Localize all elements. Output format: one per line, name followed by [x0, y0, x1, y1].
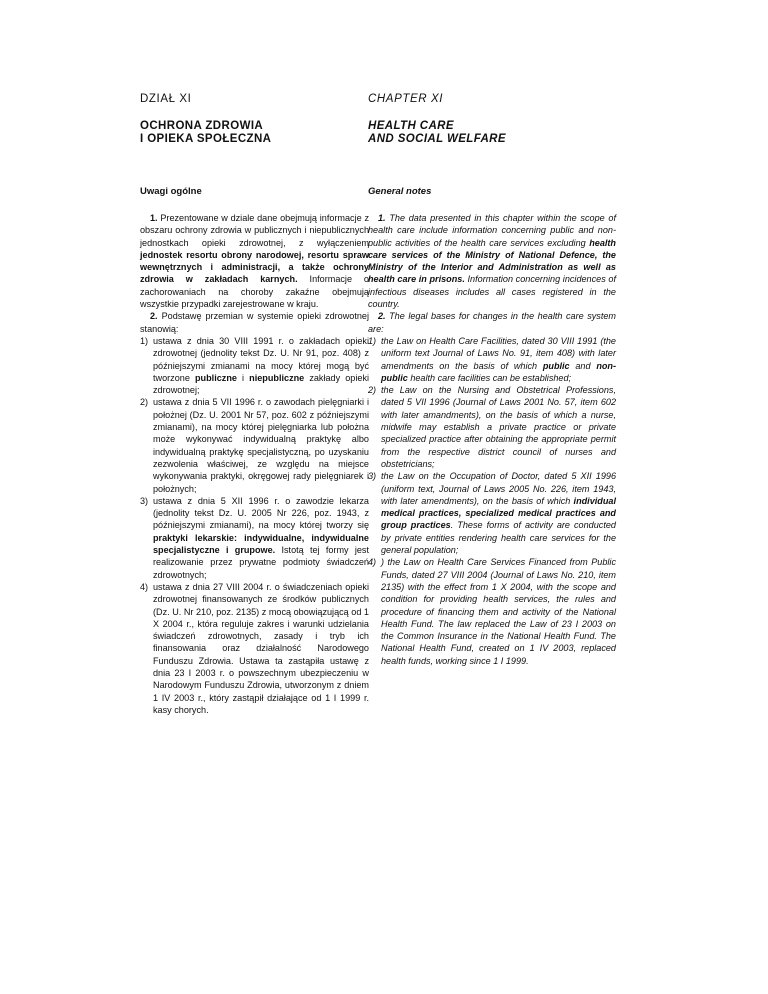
paragraph-1 — [368, 212, 616, 310]
section-body — [368, 212, 616, 667]
list-item-bold-text: non-public — [381, 360, 617, 383]
list-marker: 2) — [368, 385, 377, 396]
paragraph-number: 1. — [378, 213, 386, 223]
section-body — [140, 212, 369, 716]
paragraph-1 — [140, 212, 369, 310]
list-item-text: and — [575, 360, 591, 371]
chapter-title-line-1: HEALTH CARE — [368, 120, 454, 132]
legal-basis-list — [140, 335, 369, 716]
chapter-title — [368, 120, 616, 154]
list-marker: 2) — [140, 397, 149, 408]
list-item-text: i — [242, 372, 245, 383]
list-item-text: ustawa z dnia 5 XII 1996 r. o zawodzie lekarza (jednolity tekst Dz. U. 2005 Nr 226, poz. 1943, z późniejszymi zmianami), na mocy której tworzy się — [153, 495, 369, 531]
paragraph-number: 2. — [378, 311, 386, 322]
paragraph-text: The legal bases for changes in the health care system are: — [368, 311, 616, 334]
list-item — [140, 495, 369, 581]
list-marker: 3) — [140, 495, 149, 506]
list-item-text: health care facilities can be established; — [410, 372, 572, 383]
list-item-bold-text: individual medical practices, specialized medical practices and group practices — [381, 495, 616, 531]
list-item-text: Istotą tej formy jest realizowanie przez prywatne podmioty świadczeń zdrowotnych; — [153, 545, 369, 580]
chapter-label: CHAPTER XI — [368, 93, 444, 105]
list-item — [368, 384, 616, 470]
list-item-text: ustawa z dnia 27 VIII 2004 r. o świadczeniach opieki zdrowotnej finansowanych ze środków publicznych (Dz. U. Nr 210, poz. 2135) z mocą obowiązującą od 1 X 2004 r., która reguluje zakres i warunki udzielania świadczeń zdrowotnych, zasady i tryb ich finansowania oraz działalność Narodowego Funduszu Zdrowia. Ustawa ta zastąpiła ustawę z dnia 23 I 2003 r. o powszechnym ubezpieczeniu w Narodowym Funduszu Zdrowia, utworzonym z dniem 1 IV 2003 r., który zastąpił działające od 1 I 1999 r. kasy chorych. — [153, 581, 369, 715]
list-item-text: ) the Law on Health Care Services Financed from Public Funds, dated 27 VIII 2004 (Journal of Laws No. 210, item 2135) with the effect from 1 X 2004, with the scope and condition for providing health services, the rules and procedure of financing them and activity of the National Health Fund. The law replaced the Law of 23 I 2003 on the Common Insurance in the National Health Fund. The National Health Fund, created on 1 IV 2003, replaced health funds, working since 1 I 1999. — [381, 557, 616, 666]
list-item — [140, 581, 369, 716]
list-item — [368, 556, 616, 667]
list-item-bold-text: publiczne — [195, 372, 237, 383]
list-item-text: zakłady opieki zdrowotnej; — [153, 372, 370, 396]
list-marker: 1) — [368, 335, 377, 346]
list-item-text: ustawa z dnia 30 VIII 1991 r. o zakładach opieki zdrowotnej (jednolity tekst Dz. U. Nr 91, poz. 408) z późniejszymi zmianami na mocy której mogą być tworzone — [153, 335, 369, 383]
list-item-text: the Law on the Occupation of Doctor, dated 5 XII 1996 (uniform text, Journal of Laws 2005 No. 226, item 1943, with later amendments), on the basis of which — [381, 471, 616, 506]
polish-column — [140, 92, 370, 715]
list-item — [140, 396, 369, 494]
list-item — [368, 470, 616, 556]
paragraph-number: 1. — [150, 213, 158, 223]
list-item — [368, 335, 616, 384]
paragraph-text: Podstawę przemian w systemie opieki zdrowotnej stanowią: — [140, 311, 369, 334]
list-item-text: the Law on the Nursing and Obstetrical Professions, dated 5 VII 1996 (Journal of Laws 2001 No. 57, item 602 with later amandments), on the basis of which a nurse, midwife may establish a private practice or private specialized practice after obtaining the appropriate permit from the respective district council of nurses and obstetricians; — [381, 385, 616, 469]
paragraph-2 — [140, 310, 369, 335]
list-marker: 4) — [140, 581, 149, 592]
list-marker: 1) — [140, 335, 149, 346]
list-item-bold-text: praktyki lekarskie: indywidualne, indywidualne specjalistyczne i grupowe. — [153, 532, 369, 556]
list-item — [140, 335, 369, 396]
list-item-text: the Law on Health Care Facilities, dated 30 VIII 1991 (the uniform text Journal of Laws No. 91, item 408) with later amendments on the basis of which — [381, 335, 616, 371]
chapter-title-line-2: I OPIEKA SPOŁECZNA — [140, 133, 272, 145]
paragraph-text: Prezentowane w dziale dane obejmują informacje z obszaru ochrony zdrowia w publicznych i niepublicznych jednostkach opieki zdrowotnej, z wyłączeniem — [140, 213, 369, 248]
chapter-title-line-1: OCHRONA ZDROWIA — [140, 120, 264, 132]
chapter-label: DZIAŁ XI — [140, 93, 192, 105]
paragraph-bold-text: health care services of the Ministry of National Defence, the Ministry of the Interior and Administration as well as health care in prisons. — [368, 237, 616, 285]
chapter-title — [140, 120, 369, 154]
list-item-bold-text: niepubliczne — [249, 372, 305, 383]
list-item-text: ustawa z dnia 5 VII 1996 r. o zawodach pielęgniarki i położnej (Dz. U. 2001 Nr 57, poz. 602 z późniejszymi zmianami), na mocy której pielęgniarka lub położna może wykonywać indywidualną praktykę albo indywidualną praktykę specjalistyczną, po uzyskaniu zezwolenia właściwej, ze względu na miejsce wykonywania praktyki, okręgowej rady pielęgniarek i położnych; — [153, 397, 369, 494]
chapter-title-line-2: AND SOCIAL WELFARE — [368, 133, 506, 145]
english-column — [368, 92, 617, 666]
paragraph-text: The data presented in this chapter within the scope of health care include information concerning public and non-public activities of the health care services excluding — [368, 213, 616, 248]
section-heading: General notes — [368, 186, 432, 197]
list-item-bold-text: public — [542, 360, 570, 371]
section-heading: Uwagi ogólne — [140, 186, 202, 197]
paragraph-number: 2. — [150, 311, 158, 322]
paragraph-2 — [368, 310, 616, 335]
list-item-text: . These forms of activity are conducted by private entities rendering health care services for the general population; — [381, 520, 616, 556]
paragraph-bold-text: jednostek resortu obrony narodowej, resortu spraw wewnętrznych i administracji, a także ochrony zdrowia w zakładach karnych. — [140, 249, 369, 285]
paragraph-text: Information concerning incidences of infectious diseases includes all cases registered in the country. — [368, 274, 616, 310]
legal-basis-list — [368, 335, 616, 667]
paragraph-text: Informacje o zachorowaniach na choroby zakaźne obejmują wszystkie przypadki zarejestrowane w kraju. — [140, 274, 369, 310]
list-marker: 4) — [368, 557, 377, 568]
list-marker: 3) — [368, 471, 377, 482]
